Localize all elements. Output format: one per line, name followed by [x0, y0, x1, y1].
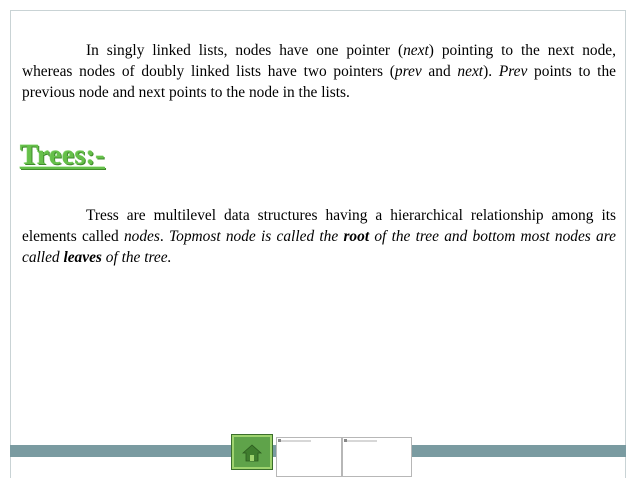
paragraph-linked-lists: [22, 40, 616, 103]
home-button[interactable]: [232, 435, 272, 469]
text-run: and: [421, 63, 458, 80]
text-run: Tress are multilevel data structures having a hierarchical relationship among its elements called: [22, 207, 616, 245]
thumbnail-line: [347, 440, 377, 442]
slide-thumbnail[interactable]: [276, 437, 342, 477]
text-run-bold-italic: leaves: [63, 249, 102, 266]
text-run-italic: next: [457, 63, 484, 80]
text-run: ).: [483, 63, 499, 80]
thumbnail-line: [281, 440, 311, 442]
section-heading: Trees:-: [20, 140, 106, 171]
text-run-italic: nodes: [123, 228, 160, 245]
text-run: .: [159, 228, 169, 245]
text-run: ) pointing to the next node, whereas nodes of doubly linked lists have two pointers (: [22, 42, 616, 80]
text-run: points to the previous node and next points to the node in the lists.: [22, 63, 616, 101]
text-run-bold-italic: root: [343, 228, 370, 245]
slide-thumbnail[interactable]: [342, 437, 412, 477]
text-run: In singly linked lists, nodes have one pointer (: [86, 42, 404, 59]
text-run-italic: next: [403, 42, 429, 59]
text-run-italic: of the tree.: [101, 249, 172, 266]
home-icon: [242, 443, 262, 463]
text-run-italic: Prev: [498, 63, 528, 80]
paragraph-trees: [22, 205, 616, 268]
text-run-italic: prev: [394, 63, 422, 80]
text-run-italic: Topmost node is called the: [168, 228, 344, 245]
text-run-italic: of the tree and bottom most nodes are called: [22, 228, 616, 266]
